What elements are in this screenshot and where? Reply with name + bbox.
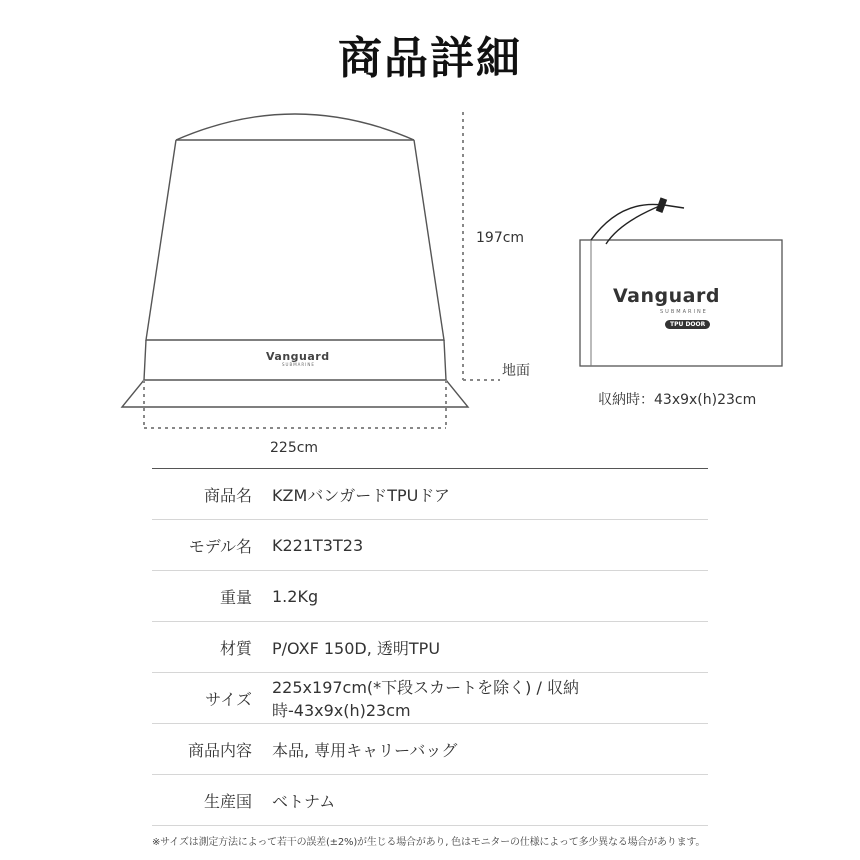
page-title: 商品詳細 xyxy=(338,33,522,84)
storage-size-label: 収納時：43x9x(h)23cm xyxy=(598,392,757,408)
spec-label: サイズ xyxy=(152,673,272,724)
bag-brand-logo: Vanguard xyxy=(613,285,720,307)
footnote: ※サイズは測定方法によって若干の誤差(±2%)が生じる場合があり, 色はモニターの仕様によって多少異なる場合があります。 xyxy=(152,837,706,848)
tent-brand-logo: Vanguard xyxy=(266,350,330,363)
spec-value: K221T3T23 xyxy=(272,520,708,571)
table-row xyxy=(152,622,708,673)
tent-skirt xyxy=(122,380,468,407)
bag-brand-sub: SUBMARINE xyxy=(660,309,708,315)
spec-value: 225x197cm(*下段スカートを除く) / 収納時-43x9x(h)23cm xyxy=(272,673,708,724)
table-row xyxy=(152,469,708,520)
table-row xyxy=(152,775,708,826)
spec-label: 生産国 xyxy=(152,775,272,826)
table-row xyxy=(152,571,708,622)
bag-drawstring xyxy=(591,204,662,244)
ground-label: 地面 xyxy=(502,363,530,379)
spec-value: 本品, 専用キャリーバッグ xyxy=(272,724,708,775)
spec-label: モデル名 xyxy=(152,520,272,571)
spec-label: 商品名 xyxy=(152,469,272,520)
table-row xyxy=(152,724,708,775)
bag-string-end xyxy=(664,205,684,208)
spec-label: 重量 xyxy=(152,571,272,622)
spec-value: P/OXF 150D, 透明TPU xyxy=(272,622,708,673)
spec-label: 材質 xyxy=(152,622,272,673)
tent-brand-sub: SUBMARINE xyxy=(282,362,315,367)
spec-value: ベトナム xyxy=(272,775,708,826)
bag-badge: TPU DOOR xyxy=(665,320,710,329)
spec-value: 1.2Kg xyxy=(272,571,708,622)
storage-bag-illustration xyxy=(580,197,782,366)
spec-table xyxy=(152,468,708,826)
table-row xyxy=(152,520,708,571)
spec-value: KZMバンガードTPUドア xyxy=(272,469,708,520)
height-label: 197cm xyxy=(476,230,525,246)
tent-wall xyxy=(146,140,444,340)
spec-label: 商品内容 xyxy=(152,724,272,775)
width-label: 225cm xyxy=(270,440,319,456)
tent-roof-arc xyxy=(176,114,414,140)
table-row xyxy=(152,673,708,724)
